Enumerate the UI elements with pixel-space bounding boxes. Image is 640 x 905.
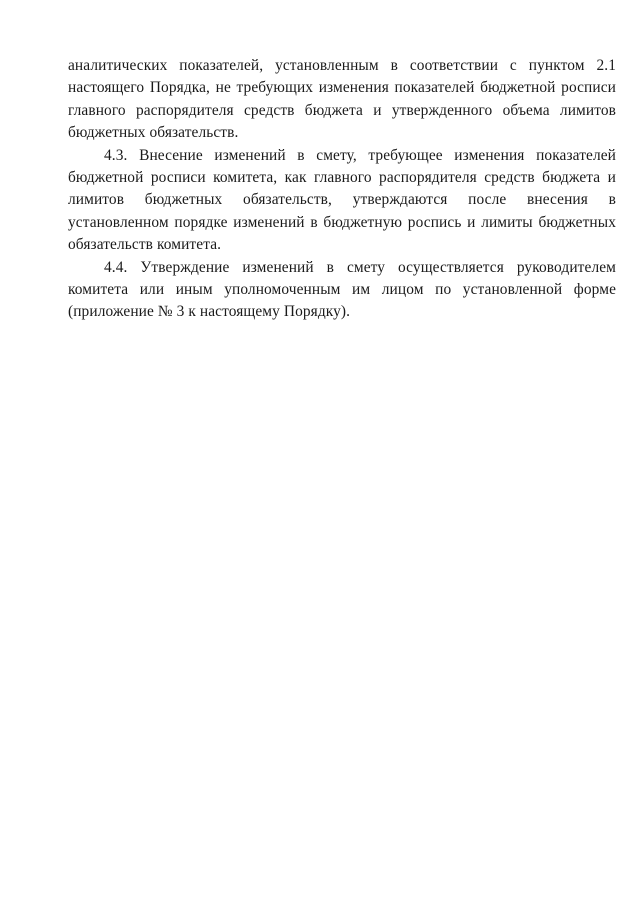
document-body	[68, 55, 616, 324]
paragraph-continuation: аналитических показателей, установленным в соответствии с пунктом 2.1 настоящего Порядка, не требующих изменения показателей бюджетной росписи главного распорядителя средств бюджета и утвержденного объема лимитов бюджетных обязательств.	[68, 57, 616, 142]
paragraph-4-4: 4.4. Утверждение изменений в смету осуществляется руководителем комитета или иным уполномоченным им лицом по установленной форме (приложение № 3 к настоящему Порядку).	[68, 258, 616, 321]
paragraph-4-3: 4.3. Внесение изменений в смету, требующее изменения показателей бюджетной росписи комитета, как главного распорядителя средств бюджета и лимитов бюджетных обязательств, утверждаются после внесения в установленном порядке изменений в бюджетную роспись и лимиты бюджетных обязательств комитета.	[68, 146, 616, 254]
